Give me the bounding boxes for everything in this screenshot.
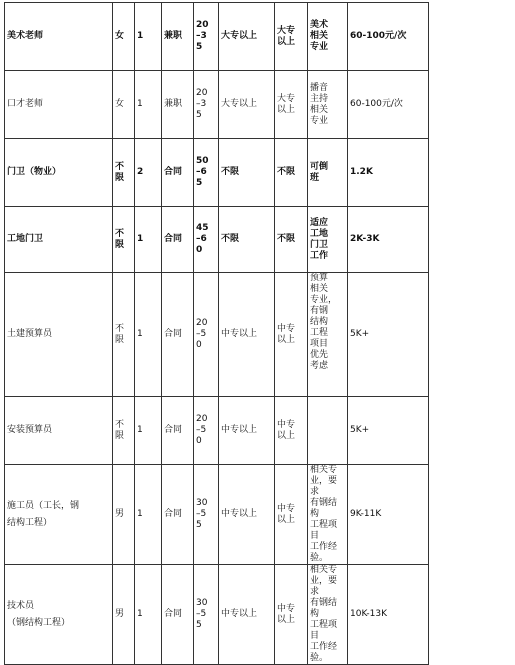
- age-cell: 20 –5 0: [194, 397, 219, 465]
- job-table: [4, 2, 429, 665]
- table-row: [5, 207, 429, 273]
- salary-cell: 60-100元/次: [348, 71, 429, 139]
- gender-cell: 女: [113, 71, 135, 139]
- type-cell: 兼职: [162, 3, 194, 71]
- education-cell: 大专以上: [219, 71, 275, 139]
- gender-cell: 不 限: [113, 273, 135, 397]
- count-cell: 1: [135, 465, 162, 565]
- major-cell: 预算 相关 专业， 有钢 结构 工程 项目 优先 考虑: [308, 273, 348, 397]
- job-title-cell: [5, 3, 113, 71]
- salary-cell: 5K+: [348, 273, 429, 397]
- age-cell: 20 –5 0: [194, 273, 219, 397]
- salary-cell: 1.2K: [348, 139, 429, 207]
- education-cell: 大专以上: [219, 3, 275, 71]
- job-title-cell: [5, 139, 113, 207]
- education-cell: 中专以上: [219, 465, 275, 565]
- major-cell: 美术 相关 专业: [308, 3, 348, 71]
- salary-cell: 5K+: [348, 397, 429, 465]
- major-cell: 适应 工地 门卫 工作: [308, 207, 348, 273]
- job-title-line: 技术员: [7, 600, 35, 611]
- salary-cell: 60-100元/次: [348, 3, 429, 71]
- type-cell: 兼职: [162, 71, 194, 139]
- table-row: [5, 139, 429, 207]
- job-title-cell: [5, 273, 113, 397]
- age-cell: 20 –3 5: [194, 3, 219, 71]
- job-title-line: 口才老师: [7, 99, 44, 109]
- education-req-cell: 中专 以上: [275, 273, 308, 397]
- education-req-cell: 中专 以上: [275, 397, 308, 465]
- job-title-cell: [5, 397, 113, 465]
- count-cell: 1: [135, 273, 162, 397]
- education-req-cell: 不限: [275, 139, 308, 207]
- major-cell: 相关专 业，要求 有钢结构 工程项目 工作经 验。: [308, 465, 348, 565]
- gender-cell: 男: [113, 465, 135, 565]
- job-title-line: 门卫（物业）: [7, 167, 62, 177]
- job-title-cell: [5, 207, 113, 273]
- salary-cell: 9K-11K: [348, 465, 429, 565]
- education-req-cell: 不限: [275, 207, 308, 273]
- salary-cell: 2K-3K: [348, 207, 429, 273]
- job-title-line: 安装预算员: [7, 425, 53, 435]
- type-cell: 合同: [162, 207, 194, 273]
- count-cell: 1: [135, 207, 162, 273]
- table-row: [5, 273, 429, 397]
- gender-cell: 女: [113, 3, 135, 71]
- salary-cell: 10K-13K: [348, 565, 429, 665]
- job-title-line: 土建预算员: [7, 329, 53, 339]
- job-title-line: 工地门卫: [7, 234, 44, 244]
- age-cell: 45 –6 0: [194, 207, 219, 273]
- major-cell: 可倒 班: [308, 139, 348, 207]
- major-cell: 相关专 业，要求 有钢结构 工程项目 工作经 验。: [308, 565, 348, 665]
- table-row: [5, 465, 429, 565]
- age-cell: 30 –5 5: [194, 465, 219, 565]
- age-cell: 30 –5 5: [194, 565, 219, 665]
- table-row: [5, 397, 429, 465]
- age-cell: 50 –6 5: [194, 139, 219, 207]
- gender-cell: 不 限: [113, 139, 135, 207]
- count-cell: 2: [135, 139, 162, 207]
- gender-cell: 男: [113, 565, 135, 665]
- job-title-line: 施工员（工长，钢: [7, 500, 80, 511]
- education-req-cell: 大专 以上: [275, 71, 308, 139]
- type-cell: 合同: [162, 565, 194, 665]
- gender-cell: 不 限: [113, 207, 135, 273]
- job-title-line: 结构工程）: [7, 517, 53, 528]
- count-cell: 1: [135, 565, 162, 665]
- education-req-cell: 中专 以上: [275, 565, 308, 665]
- gender-cell: 不 限: [113, 397, 135, 465]
- job-title-line: 美术老师: [7, 31, 44, 41]
- job-title-line: （钢结构工程）: [7, 617, 71, 628]
- education-cell: 中专以上: [219, 397, 275, 465]
- type-cell: 合同: [162, 397, 194, 465]
- table-row: [5, 71, 429, 139]
- education-cell: 不限: [219, 139, 275, 207]
- education-cell: 中专以上: [219, 565, 275, 665]
- count-cell: 1: [135, 397, 162, 465]
- age-cell: 20 –3 5: [194, 71, 219, 139]
- education-req-cell: 中专 以上: [275, 465, 308, 565]
- major-cell: 播音 主持 相关 专业: [308, 71, 348, 139]
- education-cell: 不限: [219, 207, 275, 273]
- count-cell: 1: [135, 71, 162, 139]
- type-cell: 合同: [162, 465, 194, 565]
- table-row: [5, 3, 429, 71]
- major-cell: [308, 397, 348, 465]
- count-cell: 1: [135, 3, 162, 71]
- education-req-cell: 大专 以上: [275, 3, 308, 71]
- type-cell: 合同: [162, 139, 194, 207]
- type-cell: 合同: [162, 273, 194, 397]
- education-cell: 中专以上: [219, 273, 275, 397]
- job-title-cell: [5, 465, 113, 565]
- job-title-cell: [5, 71, 113, 139]
